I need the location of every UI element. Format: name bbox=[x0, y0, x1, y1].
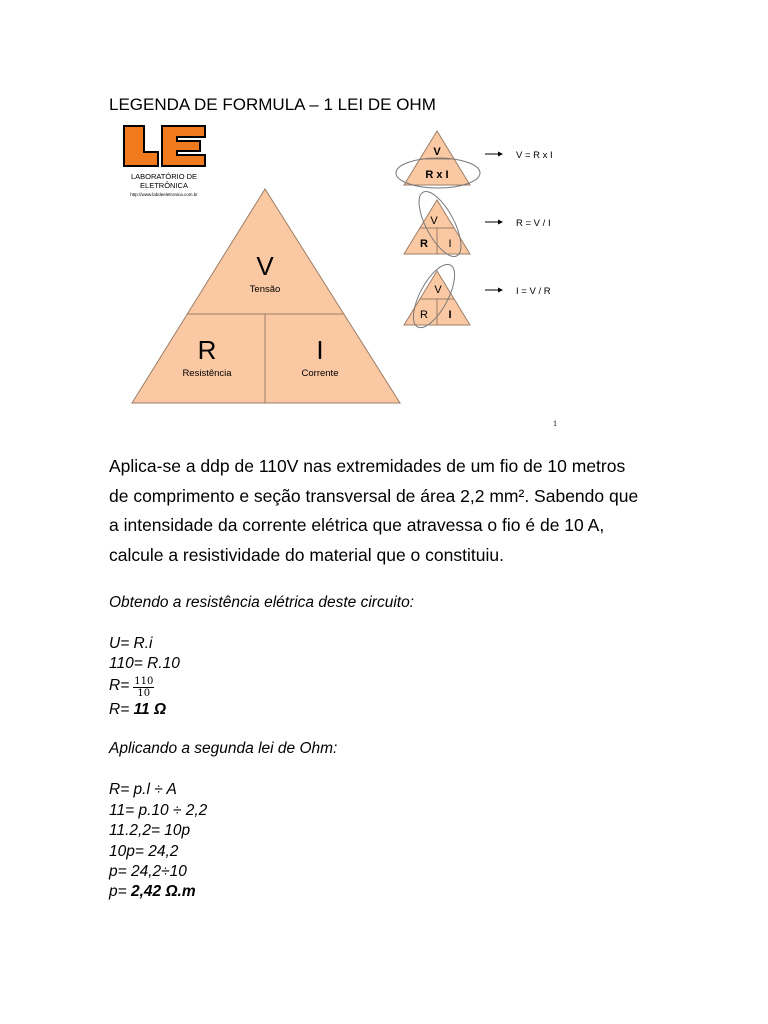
formula-3: I = V / R bbox=[516, 286, 551, 297]
paragraph-line-3: a intensidade da corrente elétrica que atravessa o fio é de 10 A, bbox=[109, 515, 605, 535]
section2-line-4: 10p= 24,2 bbox=[109, 843, 179, 860]
logo-mark-icon bbox=[124, 126, 205, 166]
fraction bbox=[133, 676, 154, 699]
section2-line-6 bbox=[109, 883, 196, 901]
big-triangle bbox=[132, 189, 400, 403]
section2-title: Aplicando a segunda lei de Ohm: bbox=[109, 740, 338, 757]
resistivity-result: 2,42 Ω.m bbox=[130, 883, 196, 900]
section1-line-4-prefix: R= bbox=[109, 701, 134, 718]
logo bbox=[124, 126, 205, 197]
small2-bottom-left: R bbox=[420, 238, 428, 250]
small-triangle-3 bbox=[404, 259, 551, 334]
voltage-letter: V bbox=[256, 251, 274, 281]
paragraph-line-1: Aplica-se a ddp de 110V nas extremidades de um fio de 10 metros bbox=[109, 456, 626, 476]
section1-line-2: 110= R.10 bbox=[109, 655, 180, 672]
section2-line-1: R= p.l ÷ A bbox=[109, 781, 177, 798]
voltage-label: Tensão bbox=[249, 284, 281, 295]
small2-top: V bbox=[430, 215, 438, 227]
problem-paragraph bbox=[109, 452, 669, 570]
logo-url: http://www.labdeeletronica.com.br bbox=[130, 192, 198, 197]
section1-line-3 bbox=[109, 676, 154, 699]
paragraph-line-2: de comprimento e seção transversal de área 2,2 mm². Sabendo que bbox=[109, 485, 639, 506]
formula-1: V = R x I bbox=[516, 150, 553, 161]
section1-line-4 bbox=[109, 701, 166, 719]
page-heading: LEGENDA DE FORMULA – 1 LEI DE OHM bbox=[109, 95, 436, 114]
section1-line-1: U= R.i bbox=[109, 635, 153, 652]
small-triangle-1 bbox=[396, 131, 553, 188]
section2-line-2: 11= p.10 ÷ 2,2 bbox=[109, 802, 208, 819]
section1-line-3-prefix: R= bbox=[109, 677, 130, 694]
current-letter: I bbox=[316, 335, 324, 365]
section2-line-3: 11.2,2= 10p bbox=[109, 822, 191, 839]
logo-line2: ELETRÔNICA bbox=[140, 181, 188, 190]
ohms-law-figure bbox=[112, 118, 572, 436]
fraction-numerator: 110 bbox=[134, 676, 154, 687]
small1-top: V bbox=[433, 146, 441, 158]
current-label: Corrente bbox=[301, 368, 339, 379]
section2-final-prefix: p= bbox=[109, 883, 131, 900]
section1-title: Obtendo a resistência elétrica deste circuito: bbox=[109, 594, 414, 611]
fraction-denominator: 10 bbox=[137, 688, 151, 699]
resistance-letter: R bbox=[197, 335, 217, 365]
section2-line-5: p= 24,2÷10 bbox=[109, 863, 187, 880]
resistance-result: 11 Ω bbox=[133, 701, 167, 718]
small-triangle-2 bbox=[404, 186, 551, 263]
formula-2: R = V / I bbox=[516, 218, 551, 229]
logo-line1: LABORATÓRIO DE bbox=[130, 172, 198, 181]
figure-footnote: 1 bbox=[553, 419, 557, 428]
small3-top: V bbox=[434, 284, 442, 296]
small1-bottom: R x I bbox=[425, 169, 449, 181]
small3-bottom-left: R bbox=[420, 309, 428, 321]
paragraph-line-4: calcule a resistividade do material que o constituiu. bbox=[109, 544, 504, 565]
small2-bottom-right: I bbox=[448, 238, 452, 250]
small3-bottom-right: I bbox=[448, 309, 452, 321]
resistance-label: Resistência bbox=[182, 368, 232, 379]
